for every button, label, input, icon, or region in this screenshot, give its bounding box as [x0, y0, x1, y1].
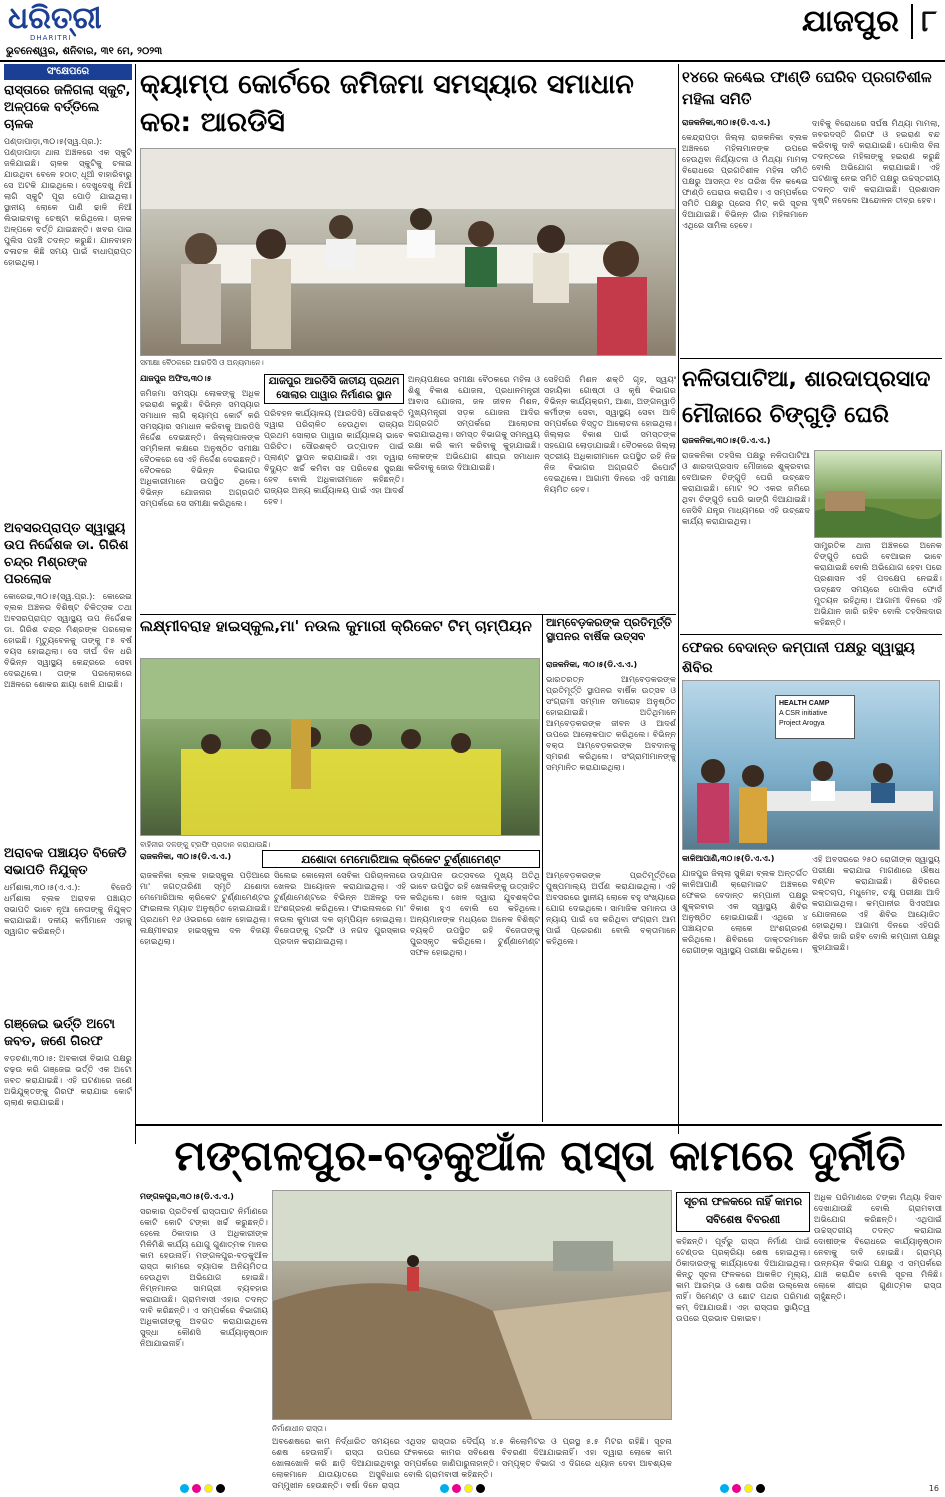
registration-dot — [464, 1484, 473, 1493]
health-body-1: ଯାଜପୁର ଜିଲ୍ଲା ସୁକିନ୍ଦା ବ୍ଲକ ଅନ୍ତର୍ଗତ କାଳିଆପାଣି କ୍ରୋମାଇଟ ଅଞ୍ଚଳରେ ଫେକର ବେଦାନ୍ତ କମ୍ପାନୀ ପକ୍ଷରୁ ଶୁକ୍ରବାର ଏକ ସ୍ୱାସ୍ଥ୍ୟ ଶିବିର ଅନୁଷ୍ଠିତ ହୋଇଯାଇଛି। ଏଥିରେ ୪ ପଞ୍ଚାୟତର ଲୋକେ ଅଂଶଗ୍ରହଣ କରିଥିଲେ। ଶିବିରରେ ଡାକ୍ତରମାନେ ରୋଗୀଙ୍କ ସ୍ୱାସ୍ଥ୍ୟ ପରୀକ୍ଷା କରିଥିଲେ। — [682, 868, 808, 955]
prawn-byline: ରାଜକନିକା,୩୦।୫(ଡି.ଏ.ଏ.) — [682, 436, 771, 445]
women-body-2: ଦାବିକୁ ବିରୋଧରେ ସର୍ଘଷ ମିଥ୍ୟା ମାମଲା, ଜବରଦସ୍ତି ଗିରଫ ଓ ହଇରାଣ ବନ୍ଦ କରିବାକୁ ଦାବି କରାଯାଇଛି। ପୋଲିସ ବିନା ତଦନ୍ତରେ ମହିଳାଙ୍କୁ ହଇରାଣ କରୁଛି ବୋଲି ଅଭିଯୋଗ କରାଯାଇଛି। ଏହି ଘଟଣାକୁ ନେଇ ସମିତି ପକ୍ଷରୁ ଉଚ୍ଚସ୍ତରୀୟ ତଦନ୍ତ ଦାବି କରାଯାଇଛି। ପ୍ରଶାସନ ଦୃଷ୍ଟି ନଦେଲେ ଆନ୍ଦୋଳନ ତୀବ୍ର ହେବ। — [812, 118, 940, 205]
road-boxhead: ସୂଚନା ଫଳକରେ ନାହିଁ କାମର ସବିଶେଷ ବିବରଣୀ — [676, 1192, 810, 1232]
column-divider — [678, 64, 679, 1134]
women-byline: ରାଜକନିକା,୩୦।୫(ଡି.ଏ.ଏ.) — [682, 118, 771, 127]
road-byline: ମଙ୍ଗଳପୁର,୩୦।୫(ଡି.ଏ.ଏ.) — [140, 1192, 234, 1201]
column-divider — [542, 614, 543, 1122]
ambedkar-byline: ରାଜକନିକା, ୩୦।୫(ଡି.ଏ.ଏ.) — [546, 660, 638, 669]
story-divider — [680, 358, 942, 359]
lead-photo-caption: ସମୀକ୍ଷା ବୈଠକରେ ଆରଡିସି ଓ ଅନ୍ୟମାନେ। — [140, 358, 264, 367]
cricket-subbox: ଯଶୋଦା ମେମୋରିଆଲ କ୍ରିକେଟ ଟୁର୍ଣ୍ଣାମେଣ୍ଟ — [262, 850, 540, 868]
page-mark: 16 — [928, 1484, 939, 1493]
health-byline: କାଳିଆପାଣି,୩୦।୫(ଡି.ଏ.ଏ.) — [682, 854, 775, 863]
dateline: ଭୁବନେଶ୍ୱର, ଶନିବାର, ୩୧ ମେ, ୨୦୨୩ — [6, 46, 163, 57]
lead-subbox: ଯାଜପୁର ଆରଡିସି ଜାତୀୟ ପ୍ରଥମ ସୋଲାର ପାୱାର ନିର୍ମାଣର ସ୍ଥାନ — [264, 374, 404, 404]
prawn-photo — [814, 450, 942, 538]
section-title: ଯାଜପୁର — [802, 4, 899, 39]
ambedkar-body-1: ଭାରତରତ୍ନ ଆମ୍ବେଡ଼କରଙ୍କ ପ୍ରତିମୂର୍ତ୍ତି ସ୍ଥାପନର ବାର୍ଷିକ ଉତ୍ସବ ଓ ସଂଗ୍ରାମୀ ସମ୍ମାନ ସମାରୋହ ଅନୁଷ୍ଠିତ ହୋଇଯାଇଛି। ଅତିଥିମାନେ ଆମ୍ବେଡ଼କରଙ୍କ ଜୀବନ ଓ ଆଦର୍ଶ ଉପରେ ଆଲୋକପାତ କରିଥିଲେ। ବିଭିନ୍ନ ବକ୍ତା ଆମ୍ବେଡ଼କରଙ୍କ ଅବଦାନକୁ ସ୍ମରଣ କରିଥିଲେ। ସଂଗ୍ରାମୀମାନଙ୍କୁ ସମ୍ମାନିତ କରାଯାଇଥିଲା। — [546, 674, 676, 772]
registration-dot — [180, 1484, 189, 1493]
lead-body-4: ସେହିପରି ମିଶନ ଶକ୍ତି ଗୃହ, ସ୍ୱୟଂ ସହାୟିକା ଗୋଷ୍ଠୀ ଓ କୃଷି ବିଭାଗର ବିଭିନ୍ନ କାର୍ଯ୍ୟକ୍ରମ, ଆଶା, ଅଙ୍ଗନୱାଡ଼ି କର୍ମୀଙ୍କ ସେବା, ସ୍ୱାସ୍ଥ୍ୟ ସେବା ଆଦି ସମ୍ପର୍କରେ ବିସ୍ତୃତ ଆଲୋଚନା ହୋଇଥିଲା। ଜିଲ୍ଲାର ବିକାଶ ପାଇଁ ସମସ୍ତଙ୍କ ସହଯୋଗ ଲୋଡ଼ାଯାଇଛି। ବୈଠକରେ ଜିଲ୍ଲା ସ୍ତରୀୟ ଅଧିକାରୀମାନେ ଉପସ୍ଥିତ ରହି ନିଜ ନିଜ ବିଭାଗର ଅଗ୍ରଗତି ରିପୋର୍ଟ ଦେଇଥିଲେ। ଆଗାମୀ ଦିନରେ ଏହି ସମୀକ୍ଷା ନିୟମିତ ହେବ। — [544, 374, 676, 494]
brief-headline-1: ରାସ୍ତାରେ ଜଳିଗଲା ସ୍କୁଟି, ଅଳ୍ପକେ ବର୍ତ୍ତିଲେ ଚାଳକ — [4, 83, 131, 132]
registration-dot — [732, 1484, 741, 1493]
column-divider — [135, 64, 136, 1144]
road-photo-caption: ନିର୍ମାଣାଧୀନ ରାସ୍ତା। — [272, 1424, 327, 1433]
registration-dot — [756, 1484, 765, 1493]
cricket-body-1: ରାଜକନିକା ବ୍ଲକ ହାଇସ୍କୁଲ ପଡ଼ିଆରେ ମା' ଜଗତ୍ତାରିଣୀ ସ୍ମୃତି ଯଶୋଦା ମେମୋରିଆଲ କ୍ରିକେଟ ଟୁର୍ଣ୍ଣାମେଣ୍ଟର ଫାଇନାଲ ମ୍ୟାଚ ଅନୁଷ୍ଠିତ ହୋଇଯାଇଛି। ପ୍ରଥମେ ୧୬ ଓଭରରେ ଖେଳ ହୋଇଥିଲା। ଲକ୍ଷ୍ମୀବରାହ ହାଇସ୍କୁଲ ଦଳ ବିଜୟୀ ହୋଇଥିଲା। — [140, 870, 270, 946]
road-headline: ମଙ୍ଗଳପୁର-ବଡ଼କୁଆଁଳ ରାସ୍ତା କାମରେ ଦୁର୍ନୀତି — [174, 1131, 906, 1180]
lead-byline: ଯାଜପୁର ଅଫିସ,୩୦।୫ — [140, 374, 212, 383]
registration-dot — [720, 1484, 729, 1493]
prawn-headline: ନଳିତାପାଟିଆ, ଶାରଦାପ୍ରସାଦ ମୌଜାରେ ଚିଙ୍ଗୁଡ଼ି ଘେରି — [682, 367, 931, 428]
health-body-2: ଏହି ଅବସରରେ ୨୫୦ ରୋଗୀଙ୍କ ସ୍ୱାସ୍ଥ୍ୟ ପରୀକ୍ଷା କରାଯାଇ ମାଗଣାରେ ଔଷଧ ବଣ୍ଟନ କରାଯାଇଛି। ଶିବିରରେ ରକ୍ତଚାପ, ମଧୁମେହ, ଚକ୍ଷୁ ପରୀକ୍ଷା ଆଦି କରାଯାଇଥିଲା। କମ୍ପାନୀର ସିଏସଆର ଯୋଜନାରେ ଏହି ଶିବିର ଆୟୋଜିତ ହୋଇଥିଲା। ଆଗାମୀ ଦିନରେ ଏହିପରି ଶିବିର ଜାରି ରହିବ ବୋଲି କମ୍ପାନୀ ପକ୍ଷରୁ କୁହାଯାଇଛି। — [812, 854, 940, 952]
story-divider — [680, 634, 942, 635]
cricket-body-3: ଉଦ୍‌ଯାପନ ଉତ୍ସବରେ ମୁଖ୍ୟ ଅତିଥି ଭାବେ ଉପସ୍ଥିତ ରହି ଖେଳାଳିଙ୍କୁ ଉତ୍ସାହିତ କରିଥିଲେ। ଖେଳ ଦ୍ୱାରା ଯୁବଶକ୍ତିର ବିକାଶ ହୁଏ ବୋଲି ସେ କହିଥିଲେ। ଅନ୍ୟମାନଙ୍କ ମଧ୍ୟରେ ଅନେକ ବିଶିଷ୍ଟ ବ୍ୟକ୍ତି ଉପସ୍ଥିତ ରହି ବିଜେତାଙ୍କୁ ପୁରସ୍କୃତ କରିଥିଲେ। ଟୁର୍ଣ୍ଣାମେଣ୍ଟ ସଫଳ ହୋଇଥିଲା। — [410, 870, 540, 957]
brief-headline-3: ଅରାବକ ପଞ୍ଚାୟତ ବିଜେଡି ସଭାପତି ନିଯୁକ୍ତ — [4, 846, 127, 878]
health-banner-project: Project Arogya — [779, 720, 825, 727]
story-divider — [136, 1124, 942, 1126]
ambedkar-body-2: ଆମ୍ବେଡ଼କରଙ୍କ ପ୍ରତିମୂର୍ତ୍ତିରେ ପୁଷ୍ପମାଲ୍ୟ ଅର୍ପଣ କରାଯାଇଥିଲା। ଏହି ଅବସରରେ ସ୍ଥାନୀୟ ଲୋକେ ବହୁ ସଂଖ୍ୟାରେ ଯୋଗ ଦେଇଥିଲେ। ସାମାଜିକ ସମାନତା ଓ ନ୍ୟାୟ ପାଇଁ ସେ କରିଥିବା ସଂଗ୍ରାମ ଆମ ପାଇଁ ପ୍ରେରଣା ବୋଲି ବକ୍ତାମାନେ କହିଥିଲେ। — [546, 870, 676, 946]
cricket-photo — [140, 658, 540, 836]
health-banner-sub: A CSR initiative — [779, 710, 828, 717]
cricket-byline: ରାଜକନିକା, ୩୦।୫(ଡି.ଏ.ଏ.) — [140, 852, 232, 861]
lead-body-3: ଅନ୍ୟପକ୍ଷରେ ସମୀକ୍ଷା ବୈଠକରେ ମହିଳା ଓ ଶିଶୁ ବିକାଶ ଯୋଜନା, ପ୍ରଧାନମନ୍ତ୍ରୀ ଆବାସ ଯୋଜନା, ଜଳ ଜୀବନ ମିଶନ, ମୁଖ୍ୟମନ୍ତ୍ରୀ ସଡ଼କ ଯୋଜନା ଆଦିର ଅଗ୍ରଗତି ସମ୍ପର୍କରେ ଆଲୋଚନା କରାଯାଇଥିଲା। ସମସ୍ତ ବିଭାଗକୁ ସମନ୍ୱୟ ରକ୍ଷା କରି କାମ କରିବାକୁ କୁହାଯାଇଛି। ଲୋକଙ୍କ ଅଭିଯୋଗ ଶୀଘ୍ର ସମାଧାନ କରିବାକୁ ଜୋର ଦିଆଯାଇଛି। — [408, 374, 540, 472]
women-headline: ୧୪ରେ କଣ୍ଢେଇ ଫାଣ୍ଡି ଘେରିବ ପ୍ରଗତିଶୀଳ ମହିଳା ସମିତି — [682, 68, 932, 108]
story-divider — [140, 614, 676, 615]
prawn-body-1: ରାଜକନିକା ତହସିଲ ପକ୍ଷରୁ ନଳିତାପାଟିଆ ଓ ଶାରଦାପ୍ରସାଦ ମୌଜାରେ ଶୁକ୍ରବାର ବେଆଇନ ଚିଙ୍ଗୁଡ଼ି ଘେରି ଉଚ୍ଛେଦ କରାଯାଇଛି। ମୋଟ ୨୦ ଏକର ଜମିରେ ଥିବା ଚିଙ୍ଗୁଡ଼ି ଘେରି ଭାଙ୍ଗି ଦିଆଯାଇଛି। ଜେସିବି ଯନ୍ତ୍ର ମାଧ୍ୟମରେ ଏହି ଉଚ୍ଛେଦ କାର୍ଯ୍ୟ କରାଯାଇଥିଲା। — [682, 450, 810, 526]
brief-body-2: କୋରେଇ,୩୦।୫(ସ୍ୱ.ପ୍ର.): କୋରେଇ ବ୍ଲକ ଅଞ୍ଚଳର ବିଶିଷ୍ଟ ଚିକିତ୍ସକ ତଥା ଅବସରପ୍ରାପ୍ତ ସ୍ୱାସ୍ଥ୍ୟ ଉପ ନିର୍ଦ୍ଦେଶକ ଡା. ଗିରିଶ ଚନ୍ଦ୍ର ମିଶ୍ରଙ୍କ ପରଲୋକ ହୋଇଛି। ମୃତ୍ୟୁବେଳକୁ ତାଙ୍କୁ ୮୫ ବର୍ଷ ବୟସ ହୋଇଥିଲା। ସେ ଦୀର୍ଘ ଦିନ ଧରି ବିଭିନ୍ନ ସ୍ୱାସ୍ଥ୍ୟ କେନ୍ଦ୍ରରେ ସେବା ଦେଇଥିଲେ। ତାଙ୍କ ପରଲୋକରେ ଅଞ୍ଚଳରେ ଶୋକର ଛାୟା ଖେଳି ଯାଇଛି। — [4, 591, 132, 689]
cricket-body-2: ସିଲେଇ କୋଲୋନୀ ସେବିକା ପରିଚାଳନାରେ ଖେଳର ଆୟୋଜନ କରାଯାଇଥିଲା। ଏହି ଟୁର୍ଣ୍ଣାମେଣ୍ଟରେ ବିଭିନ୍ନ ଅଞ୍ଚଳରୁ ଦଳ ଅଂଶଗ୍ରହଣ କରିଥିଲେ। ଫାଇନାଲରେ ମା' ନଉଲ କୁମାରୀ ଦଳ ଚାମ୍ପିୟନ ହୋଇଥିଲା। ବିଜେତାଙ୍କୁ ଟ୍ରଫି ଓ ନଗଦ ପୁରସ୍କାର ପ୍ରଦାନ କରାଯାଇଥିଲା। — [274, 870, 406, 946]
health-headline: ଫେକର ବେଦାନ୍ତ କମ୍ପାନୀ ପକ୍ଷରୁ ସ୍ୱାସ୍ଥ୍ୟ ଶିବିର — [682, 640, 915, 676]
lead-body-1: ଜମିଜମା ସମସ୍ୟା ଲୋକଙ୍କୁ ଅଧିକ ହଇରାଣ କରୁଛି। ବିଭିନ୍ନ ସମସ୍ୟାର ସମାଧାନ ଲାଗି କ୍ୟାମ୍ପ କୋର୍ଟ କରି ସମସ୍ୟାର ସମାଧାନ କରିବାକୁ ଆରଡିସି ନିର୍ଦ୍ଦେଶ ଦେଇଛନ୍ତି। ଜିଲ୍ଲାପାଳଙ୍କ ସମ୍ମିଳନୀ କକ୍ଷରେ ଅନୁଷ୍ଠିତ ସମୀକ୍ଷା ବୈଠକରେ ସେ ଏହି ନିର୍ଦ୍ଦେଶ ଦେଇଛନ୍ତି। ବୈଠକରେ ବିଭିନ୍ନ ବିଭାଗର ଅଧିକାରୀମାନେ ଉପସ୍ଥିତ ଥିଲେ। ବିଭିନ୍ନ ଯୋଜନାର ଅଗ୍ରଗତି ସମ୍ପର୍କରେ ସେ ସମୀକ୍ଷା କରିଥିଲେ। — [140, 388, 260, 508]
registration-dot — [192, 1484, 201, 1493]
cricket-headline: ଲକ୍ଷ୍ମୀବରାହ ହାଇସ୍କୁଲ,ମା' ନଉଲ କୁମାରୀ କ୍ରିକେଟ ଟିମ୍ ଚାମ୍ପିୟନ — [140, 617, 532, 635]
page-number: ୮ — [911, 4, 937, 39]
cricket-photo-caption: ବାହିନୀର ଦଳଙ୍କୁ ଟ୍ରଫି ପ୍ରଦାନ କରାଯାଉଛି। — [140, 840, 271, 849]
masthead-rule — [0, 60, 945, 62]
newspaper-logo: ଧରିତ୍ରୀ — [8, 1, 102, 36]
registration-dot — [216, 1484, 225, 1493]
brief-headline-2: ଅବସରପ୍ରାପ୍ତ ସ୍ୱାସ୍ଥ୍ୟ ଉପ ନିର୍ଦ୍ଦେଶକ ଡା. ଗିରିଶ ଚନ୍ଦ୍ର ମିଶ୍ରଙ୍କ ପରଲୋକ — [4, 521, 129, 587]
registration-dot — [452, 1484, 461, 1493]
road-body-5: ଅଧିକ ପରିମାଣରେ ଟଙ୍କା ମିଥ୍ୟା ହିସାବ ଦେଖାଯାଉଛି ବୋଲି ଗ୍ରାମବାସୀ ଅଭିଯୋଗ କରିଛନ୍ତି। ଏଥିପାଇଁ ଉଚ୍ଚସ୍ତରୀୟ ତଦନ୍ତ କରାଯାଇ ଦୋଷୀଙ୍କ ବିରୋଧରେ କାର୍ଯ୍ୟାନୁଷ୍ଠାନ ନେବାକୁ ଦାବି ହୋଇଛି। ଗ୍ରାମ୍ୟ ଉନ୍ନୟନ ବିଭାଗ ପକ୍ଷରୁ ଏ ସମ୍ପର୍କରେ ଯାଞ୍ଚ କରାଯିବ ବୋଲି ସୂଚନା ମିଳିଛି। ଲୋକେ ଶୀଘ୍ର ଗୁଣାତ୍ମକ ରାସ୍ତା ଚାହୁଁଛନ୍ତି। — [814, 1192, 942, 1301]
brief-body-3: ଧର୍ମଶାଳା,୩୦।୫(ଏ.ଏ.): ବିଜେଡି ଧର୍ମଶାଳା ବ୍ଲକ ଅରାବକ ପଞ୍ଚାୟତ ସଭାପତି ଭାବେ ନୂଆ ନେତାଙ୍କୁ ନିଯୁକ୍ତ କରାଯାଇଛି। ଦଳୀୟ କର୍ମୀମାନେ ଏହାକୁ ସ୍ୱାଗତ କରିଛନ୍ତି। — [4, 882, 132, 936]
road-body-3: ଏଥିସହ ରାସ୍ତାର ଦୈର୍ଘ୍ୟ ୪.୫ କିଲୋମିଟର ଓ ପ୍ରସ୍ଥ ୫.୫ ମିଟର ରହିଛି। ସୂଚନା ଫଳକରେ କାମର ସବିଶେଷ ବିବରଣୀ ଦିଆଯାଇନାହିଁ। ଏହା ଦ୍ୱାରା ଲୋକେ କାମ ସମ୍ପର୍କରେ ଜାଣିପାରୁନାହାନ୍ତି। ସମ୍ପୃକ୍ତ ବିଭାଗ ଏ ଦିଗରେ ଧ୍ୟାନ ଦେବା ଆବଶ୍ୟକ ବୋଲି ଗ୍ରାମବାସୀ କହିଛନ୍ତି। — [404, 1436, 672, 1479]
women-body-1: କେନ୍ଦ୍ରାପଡ଼ା ଜିଲ୍ଲା ରାଜକନିକା ବ୍ଲକ ଅଞ୍ଚଳରେ ମହିଳାମାନଙ୍କ ଉପରେ ହେଉଥିବା ନିର୍ଯ୍ୟାତନା ଓ ମିଥ୍ୟା ମାମଲା ବିରୋଧରେ ପ୍ରଗତିଶୀଳ ମହିଳା ସମିତି ପକ୍ଷରୁ ଆସନ୍ତା ୧୪ ତାରିଖ ଦିନ କଣ୍ଢେଇ ଫାଣ୍ଡି ଘେରାଉ କରାଯିବ। ଏ ସମ୍ପର୍କରେ ସମିତି ପକ୍ଷରୁ ପ୍ରେସ ମିଟ୍ କରି ସୂଚନା ଦିଆଯାଇଛି। ବିଭିନ୍ନ ଗାଁର ମହିଳାମାନେ ଏଥିରେ ସାମିଲ ହେବେ। — [682, 132, 808, 230]
registration-dot — [476, 1484, 485, 1493]
health-photo — [682, 680, 940, 850]
lead-body-2: ପରିବହନ କାର୍ଯ୍ୟାଳୟ (ଆରଡିସି) ସୌରଶକ୍ତି ଦ୍ୱାରା ପରିଚାଳିତ ହେଉଥିବା ରାଜ୍ୟର ପ୍ରଥମ ସୋଲାର ପାୱାର କାର୍ଯ୍ୟାଳୟ ଭାବେ ପରିଚିତ। ସୌରଶକ୍ତି ଉତ୍ପାଦନ ପାଇଁ ପ୍ଲାଣ୍ଟ ସ୍ଥାପନ କରାଯାଇଛି। ଏହା ଦ୍ୱାରା ବିଦ୍ୟୁତ ଖର୍ଚ୍ଚ କମିବା ସହ ପରିବେଶ ସୁରକ୍ଷା ହେବ ବୋଲି ଅଧିକାରୀମାନେ କହିଛନ୍ତି। ରାଜ୍ୟର ଅନ୍ୟ କାର୍ଯ୍ୟାଳୟ ପାଇଁ ଏହା ଆଦର୍ଶ ହେବ। — [264, 408, 404, 506]
brief-column — [4, 82, 132, 1207]
brief-label: ସଂକ୍ଷେପରେ — [4, 64, 132, 80]
logo-subtitle: DHARITRI — [30, 34, 72, 42]
road-photo — [272, 1190, 672, 1420]
road-body-2: ଅବଶେଷରେ କାମ ନିର୍ଦ୍ଧାରିତ ସମୟରେ ଶେଷ ହେଉନାହିଁ। ରାସ୍ତା ଉପରେ ଖୋଳାଖୋଳି କରି ଛାଡ଼ି ଦିଆଯାଇଥିବାରୁ ଲୋକମାନେ ଯାତାୟାତରେ ଅସୁବିଧାର ସମ୍ମୁଖୀନ ହେଉଛନ୍ତି। ବର୍ଷା ଦିନେ ରାସ୍ତା — [272, 1436, 400, 1490]
registration-dot — [204, 1484, 213, 1493]
road-body-1: ସରକାର ପ୍ରତିବର୍ଷ ରାସ୍ତାଘାଟ ନିର୍ମାଣରେ କୋଟି କୋଟି ଟଙ୍କା ଖର୍ଚ୍ଚ କରୁଛନ୍ତି। ହେଲେ ଠିକାଦାର ଓ ଅଧିକାରୀଙ୍କ ମିଳିମିଶି କାର୍ଯ୍ୟ ଯୋଗୁ ଗୁଣାତ୍ମକ ମାନର କାମ ହେଉନାହିଁ। ମଙ୍ଗଳପୁର-ବଡ଼କୁଆଁଳ ରାସ୍ତା କାମରେ ବ୍ୟାପକ ଅନିୟମିତତା ହେଉଥିବା ଅଭିଯୋଗ ହୋଇଛି। ନିମ୍ନମାନର ସାମଗ୍ରୀ ବ୍ୟବହାର କରାଯାଉଛି। ଗ୍ରାମବାସୀ ଏହାର ତଦନ୍ତ ଦାବି କରିଛନ୍ତି। ଏ ସମ୍ପର୍କରେ ବିଭାଗୀୟ ଅଧିକାରୀଙ୍କୁ ଅବଗତ କରାଯାଇଥିଲେ ସୁଦ୍ଧା କୌଣସି କାର୍ଯ୍ୟାନୁଷ୍ଠାନ ନିଆଯାଇନାହିଁ। — [140, 1206, 268, 1348]
health-banner-title: HEALTH CAMP — [779, 700, 830, 707]
brief-body-1: ପଣ୍ଡାପାଡ଼ା,୩୦।୫(ସ୍ୱ.ପ୍ର.): ପଣ୍ଡାପାଡ଼ା ଥାନା ଅଞ୍ଚଳରେ ଏକ ସ୍କୁଟି ଜଳିଯାଇଛି। ଚାଳକ ସ୍କୁଟିକୁ ଚଳାଇ ଯାଉଥିବା ବେଳେ ହଠାତ୍ ଧୂଆଁ ବାହାରିବାରୁ ସେ ଅଟକି ଯାଇଥିଲେ। ଦେଖୁଦେଖୁ ନିଆଁ ଲାଗି ସ୍କୁଟି ପୂରା ପୋଡ଼ି ଯାଇଥିଲା। ସ୍ଥାନୀୟ ଲୋକେ ପାଣି ଢାଳି ନିଆଁ ଲିଭାଇବାକୁ ଚେଷ୍ଟା କରିଥିଲେ। ଚାଳକ ଅଳ୍ପକେ ବର୍ତ୍ତି ଯାଇଛନ୍ତି। ଖବର ପାଇ ପୁଲିସ ପହଞ୍ଚି ତଦନ୍ତ କରୁଛି। ଯାନବାହନ ଚଳାଚଳ କିଛି ସମୟ ପାଇଁ ବାଧାପ୍ରାପ୍ତ ହୋଇଥିଲା। — [4, 136, 132, 267]
ambedkar-headline: ଆମ୍ବେଡ଼କରଙ୍କ ପ୍ରତିମୂର୍ତ୍ତି ସ୍ଥାପନର ବାର୍ଷିକ ଉତ୍ସବ — [546, 616, 672, 643]
brief-body-4: ବଡ଼ଚଣା,୩୦।୫: ଅବକାରୀ ବିଭାଗ ପକ୍ଷରୁ ଚଢ଼ଉ କରି ଗଞ୍ଜେଇ ଭର୍ତ୍ତି ଏକ ଅଟୋ ଜବତ କରାଯାଇଛି। ଏହି ଘଟଣାରେ ଜଣେ ଅଭିଯୁକ୍ତଙ୍କୁ ଗିରଫ କରାଯାଇ କୋର୍ଟ ଚାଲାଣ କରାଯାଇଛି। — [4, 1053, 132, 1107]
prawn-body-2: ସାମ୍ପ୍ରତିକ ଥାନା ଅଞ୍ଚଳରେ ଅନେକ ଚିଙ୍ଗୁଡ଼ି ଘେରି ବେଆଇନ ଭାବେ କରାଯାଇଛି ବୋଲି ଅଭିଯୋଗ ହେବା ପରେ ପ୍ରଶାସନ ଏହି ପଦକ୍ଷେପ ନେଇଛି। ଉଚ୍ଛେଦ ସମୟରେ ପୋଲିସ ଫୋର୍ସ ମୁତୟନ ରହିଥିଲା। ଆଗାମୀ ଦିନରେ ଏହି ଅଭିଯାନ ଜାରି ରହିବ ବୋଲି ତହସିଲଦାର କହିଛନ୍ତି। — [814, 540, 942, 627]
brief-headline-4: ଗଞ୍ଜେଇ ଭର୍ତ୍ତି ଅଟୋ ଜବତ, ଜଣେ ଗିରଫ — [4, 1017, 115, 1049]
lead-headline: କ୍ୟାମ୍ପ କୋର୍ଟରେ ଜମିଜମା ସମସ୍ୟାର ସମାଧାନ କର: ଆରଡିସି — [140, 69, 634, 138]
lead-photo — [140, 148, 676, 356]
masthead — [0, 0, 945, 44]
road-body-4: କହିଛନ୍ତି। ପୂର୍ବରୁ ରାସ୍ତା ନିର୍ମାଣ ପାଇଁ ଟେଣ୍ଡର ପ୍ରକ୍ରିୟା ଶେଷ ହୋଇଥିଲା। ଠିକାଦାରଙ୍କୁ କାର୍ଯ୍ୟାଦେଶ ଦିଆଯାଇଥିଲା। କିନ୍ତୁ ସୂଚନା ଫଳକରେ ଆକଳିତ ମୂଲ୍ୟ, କାମ ଆରମ୍ଭ ଓ ଶେଷ ତାରିଖ ଉଲ୍ଲେଖ ନାହିଁ। ସିମେଣ୍ଟ ଓ ଛୋଟ ପଥର ପରିମାଣ କମ୍ ଦିଆଯାଉଛି। ଏହା ରାସ୍ତାର ସ୍ଥାୟିତ୍ୱ ଉପରେ ପ୍ରଭାବ ପକାଇବ। — [676, 1236, 810, 1323]
registration-dot — [744, 1484, 753, 1493]
registration-dot — [440, 1484, 449, 1493]
